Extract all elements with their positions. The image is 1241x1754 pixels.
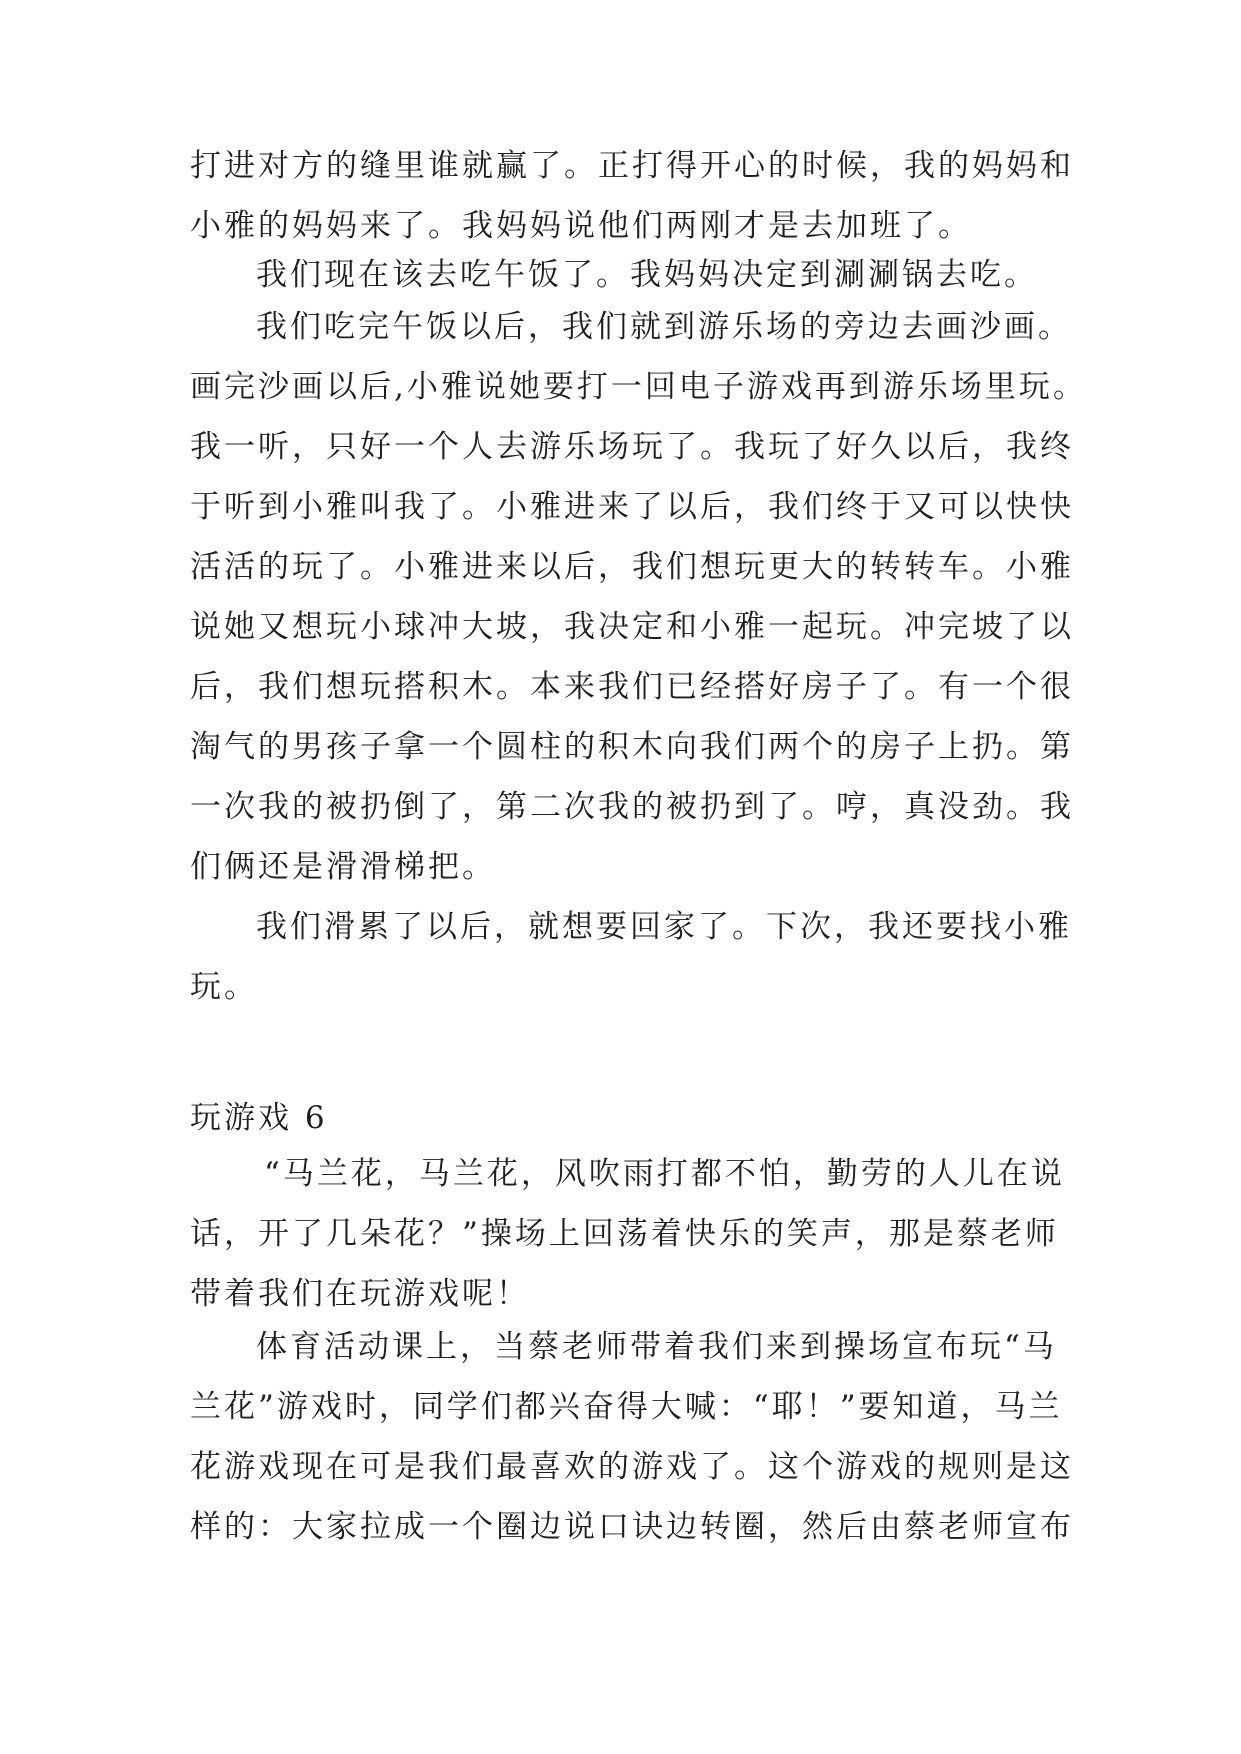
text-line: 我们吃完午饭以后，我们就到游乐场的旁边去画沙画。 — [256, 309, 1072, 345]
text-line: 样的：大家拉成一个圈边说口诀边转圈，然后由蔡老师宣布 — [190, 1509, 1074, 1545]
paragraph-playground — [190, 297, 1087, 897]
paragraph-continued — [190, 136, 1074, 256]
text-line: 玩。 — [190, 969, 258, 1005]
paragraph-lunch — [190, 245, 1070, 305]
text-line: 体育活动课上，当蔡老师带着我们来到操场宣布玩“马 — [256, 1329, 1057, 1365]
text-line: 淘气的男孩子拿一个圆柱的积木向我们两个的房子上扔。第 — [190, 729, 1074, 765]
text-line: 打进对方的缝里谁就赢了。正打得开心的时候，我的妈妈和 — [190, 148, 1074, 184]
paragraph-song — [190, 1144, 1070, 1324]
text-line: 我们现在该去吃午饭了。我妈妈决定到涮涮锅去吃。 — [256, 257, 1038, 293]
text-line: 小雅的妈妈来了。我妈妈说他们两刚才是去加班了。 — [190, 208, 972, 244]
section-heading: 玩游戏 6 — [190, 1100, 328, 1136]
text-line: 带着我们在玩游戏呢！ — [190, 1276, 530, 1312]
text-line: 于听到小雅叫我了。小雅进来了以后，我们终于又可以快快 — [190, 489, 1074, 525]
text-line: 我们滑累了以后，就想要回家了。下次，我还要找小雅 — [256, 909, 1072, 945]
text-line: 说她又想玩小球冲大坡，我决定和小雅一起玩。冲完坡了以 — [190, 609, 1074, 645]
text-line: 我一听，只好一个人去游乐场玩了。我玩了好久以后，我终 — [190, 429, 1074, 465]
paragraph-pe-class — [190, 1317, 1074, 1557]
text-line: 话，开了几朵花？”操场上回荡着快乐的笑声，那是蔡老师 — [190, 1216, 1059, 1252]
text-line: 画完沙画以后,小雅说她要打一回电子游戏再到游乐场里玩。 — [190, 369, 1087, 405]
text-line: 后，我们想玩搭积木。本来我们已经搭好房子了。有一个很 — [190, 669, 1074, 705]
section-title — [190, 1088, 1070, 1148]
paragraph-home — [190, 897, 1070, 1017]
text-line: 一次我的被扔倒了，第二次我的被扔到了。哼，真没劲。我 — [190, 789, 1074, 825]
text-line: 们俩还是滑滑梯把。 — [190, 849, 496, 885]
text-line: 花游戏现在可是我们最喜欢的游戏了。这个游戏的规则是这 — [190, 1449, 1074, 1485]
text-line: 活活的玩了。小雅进来以后，我们想玩更大的转转车。小雅 — [190, 549, 1074, 585]
text-line: “马兰花，马兰花，风吹雨打都不怕，勤劳的人儿在说 — [264, 1156, 1065, 1192]
text-line: 兰花”游戏时，同学们都兴奋得大喊：“耶！”要知道，马兰 — [190, 1389, 1063, 1425]
